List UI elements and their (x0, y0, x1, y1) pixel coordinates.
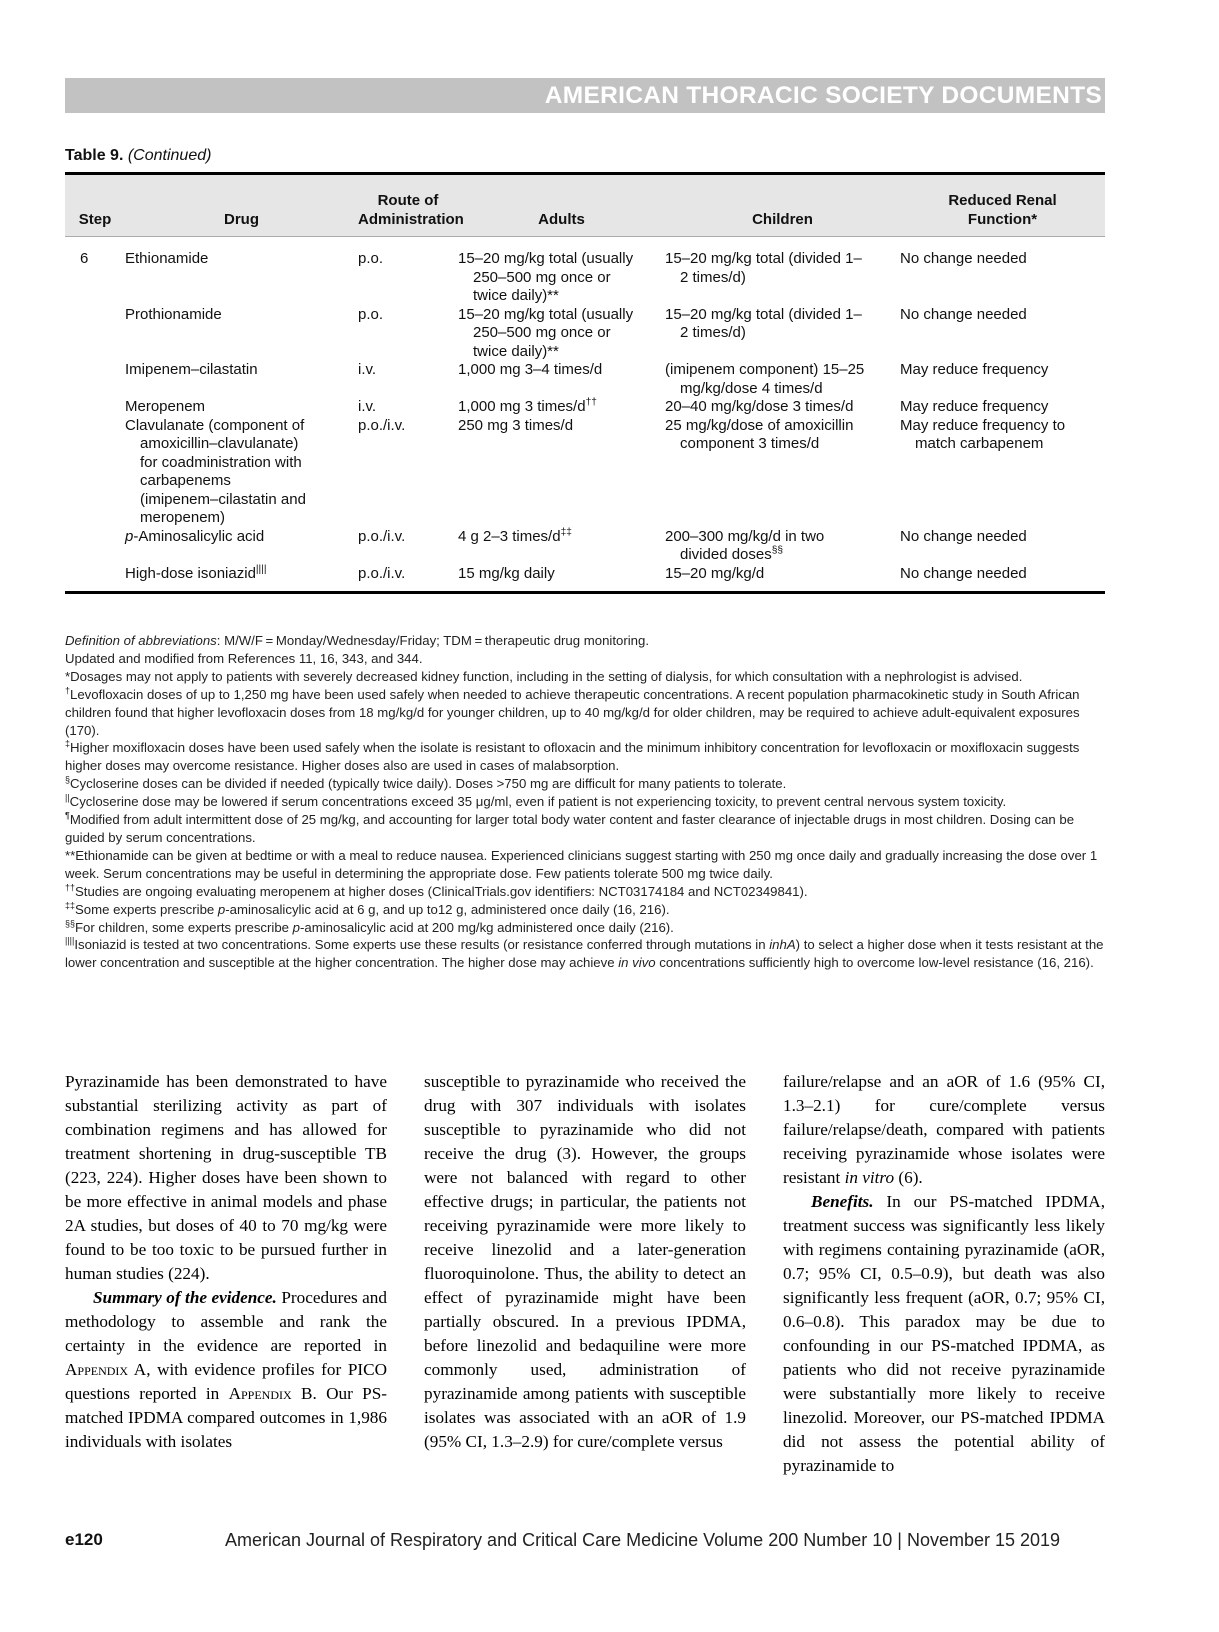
text-segment: A, with evidence profiles for PICO questions reported in (65, 1360, 387, 1403)
cell-adults (458, 417, 665, 528)
footnote-pilcrow (65, 811, 1107, 847)
text-segment: †† (585, 397, 597, 408)
text-segment: Studies are ongoing evaluating meropenem at higher doses (ClinicalTrials.gov identifiers: NCT03174184 and NCT02349841). (74, 883, 808, 899)
table-footnotes (65, 632, 1107, 972)
text-segment: B. Our PS-matched IPDMA compared outcomes in 1,986 individuals with isolates (65, 1384, 387, 1451)
text-segment: 1,000 mg 3–4 times/d (458, 361, 603, 378)
text-segment: † (65, 685, 70, 696)
column-header-children: Children (752, 210, 813, 228)
cell-drug (125, 417, 358, 528)
text-segment: 250 mg 3 times/d (458, 416, 574, 434)
text-segment: Updated and modified from References 11, 16, 343, and 344. (65, 650, 423, 666)
table-header-gap (65, 237, 1105, 250)
text-segment: †† (65, 882, 75, 893)
cell-adults (458, 361, 665, 398)
text-segment: Meropenem (125, 398, 206, 415)
text-segment: Cycloserine doses can be divided if needed (typically twice daily). Doses >750 mg are difficult for many patients to tolerate. (70, 776, 787, 792)
body-column-1 (65, 1070, 387, 1478)
body-column-2 (424, 1070, 746, 1478)
text-segment: **Ethionamide can be given at bedtime or with a meal to reduce nausea. Experienced clinicians suggest starting with 250 mg once daily and gradually increasing the dose over 1 week. Serum concentrations may be useful in determining the appropriate dose. Few patients tolerate 500 mg twice daily. (65, 847, 1098, 881)
cell-step (65, 398, 125, 417)
footnote-double-asterisk (65, 847, 1107, 883)
text-segment: Ethionamide (125, 250, 209, 267)
text-segment: 1,000 mg 3 times/d (458, 398, 586, 415)
text-segment: Cycloserine dose may be lowered if serum concentrations exceed 35 μg/ml, even if patient is not experiencing toxicity, to prevent central nervous system toxicity. (69, 794, 1007, 810)
cell-adults (458, 250, 665, 306)
footnote-dagger (65, 686, 1107, 740)
text-segment: §§ (65, 918, 75, 929)
text-segment: Prothionamide (125, 305, 222, 323)
text-segment: -Aminosalicylic acid (133, 527, 265, 545)
text-segment: concentrations sufficiently high to overcome low-level resistance (16, 216). (655, 955, 1094, 971)
table-row-imipenem-cilastatin (65, 361, 1105, 398)
text-segment: Higher moxifloxacin doses have been used safely when the isolate is resistant to ofloxacin and the minimum inhibitory concentration for levofloxacin or moxifloxacin suggests higher doses may overcome resistance. Higher doses also are used in cases of malabsorption. (65, 740, 1080, 774)
text-segment: Definition of abbreviations (65, 633, 217, 648)
cell-step (65, 565, 125, 584)
text-segment: ‡ (65, 739, 70, 750)
text-segment: Imipenem–cilastatin (125, 361, 258, 378)
cell-drug (125, 250, 358, 306)
text-segment: p (125, 527, 134, 545)
cell-drug (125, 528, 358, 565)
text-segment: High-dose isoniazid (125, 564, 256, 582)
text-segment: 15–20 mg/kg total (divided 1–2 times/d) (665, 305, 862, 341)
cell-step: 6 (80, 250, 89, 267)
text-segment: Pyrazinamide has been demonstrated to have substantial sterilizing activity as part of combination regimens and has allowed for treatment shortening in drug-susceptible TB (223, 224). Higher doses have been shown to be more effective in animal models and phase 2A studies, but doses of 40 to 70 mg/kg were found to be too toxic to be pursued further in human studies (224). (65, 1072, 387, 1283)
cell-route: p.o. (358, 305, 384, 323)
text-segment: ‡‡ (65, 900, 75, 911)
text-segment: ¶ (65, 810, 70, 821)
cell-route: p.o./i.v. (358, 564, 406, 582)
footnote-section (65, 775, 1107, 793)
cell-renal (900, 361, 1105, 398)
text-segment: (imipenem component) 15–25 mg/kg/dose 4 times/d (665, 361, 865, 397)
cell-children (665, 528, 900, 565)
paragraph-summary-evidence (65, 1286, 387, 1454)
text-segment: 15 mg/kg daily (458, 564, 555, 582)
cell-route: p.o./i.v. (358, 527, 406, 545)
text-segment: No change needed (900, 564, 1027, 582)
text-segment: Procedures and methodology to assemble and rank the certainty in the evidence are reported in (65, 1288, 387, 1355)
text-segment: Levofloxacin doses of up to 1,250 mg have been used safely when needed to achieve therapeutic concentrations. A recent population pharmacokinetic study in South African children found that higher levofloxacin doses from 18 mg/kg/d for younger children, up to 40 mg/kg/d for older children, may be required to achieve adult-equivalent exposures (170). (65, 686, 1080, 738)
column-header-route: Route of Administration (358, 192, 464, 228)
cell-route: i.v. (358, 361, 377, 378)
text-segment: Benefits. (811, 1192, 874, 1211)
text-segment: -aminosalicylic acid at 200 mg/kg administered once daily (216). (300, 919, 674, 935)
text-segment: 15–20 mg/kg/d (665, 564, 765, 582)
banner-title: AMERICAN THORACIC SOCIETY DOCUMENTS (544, 81, 1102, 109)
footnote-double-dagger2 (65, 883, 1107, 901)
text-segment: in vivo (618, 955, 656, 971)
text-segment: For children, some experts prescribe (74, 919, 293, 935)
text-segment: In our PS-matched IPDMA, treatment success was significantly less likely with regimens containing pyrazinamide (aOR, 0.7; 95% CI, 0.5–0.9), but death was also significantly less frequent (aOR, 0.7; 95% CI, 0.6–0.8). This paradox may be due to confounding in our PS-matched IPDMA, as patients who did not receive pyrazinamide were substantially more likely to receive linezolid. Moreover, our PS-matched IPDMA did not assess the potential ability of pyrazinamide to (783, 1192, 1105, 1475)
body-column-3 (783, 1070, 1105, 1478)
cell-adults (458, 306, 665, 362)
cell-children (665, 417, 900, 528)
footnote-pipes (65, 793, 1107, 811)
cell-children (665, 565, 900, 584)
cell-renal (900, 250, 1105, 306)
text-segment: Isoniazid is tested at two concentrations. Some experts use these results (or resistance conferred through mutations in (74, 937, 770, 953)
footnote-double-dagger (65, 739, 1107, 775)
footnote-abbreviations (65, 632, 1107, 650)
column-header-renal: Reduced Renal Function* (948, 192, 1057, 228)
text-segment: May reduce frequency (900, 361, 1049, 378)
text-segment: ) to select a higher dose when it tests resistant at the lower concentration and susceptible at the higher concentration. The higher dose may achieve (65, 937, 1104, 971)
cell-step (65, 306, 125, 362)
page-number: e120 (65, 1530, 103, 1549)
cell-children (665, 361, 900, 398)
table-caption (65, 147, 211, 165)
column-header-drug: Drug (224, 210, 259, 228)
text-segment: 25 mg/kg/dose of amoxicillin component 3 times/d (665, 416, 854, 452)
text-segment: 15–20 mg/kg total (usually 250–500 mg once or twice daily)** (458, 305, 634, 360)
text-segment: *Dosages may not apply to patients with severely decreased kidney function, including in the setting of dialysis, for which consultation with a nephrologist is advised. (65, 668, 1023, 684)
text-segment: || (65, 792, 70, 803)
cell-step (65, 528, 125, 565)
cell-drug (125, 306, 358, 362)
text-segment: Clavulanate (component of amoxicillin–clavulanate) for coadministration with carbapenems (imipenem–cilastatin and meropenem) (125, 416, 306, 526)
text-segment: -aminosalicylic acid at 6 g, and up to12 g, administered once daily (16, 216). (225, 901, 670, 917)
cell-renal (900, 306, 1105, 362)
paragraph-failure-relapse (783, 1070, 1105, 1190)
text-segment: § (65, 774, 70, 785)
text-segment: susceptible to pyrazinamide who received the drug with 307 individuals with isolates susceptible to pyrazinamide who did not receive the drug (3). However, the groups were not balanced with regard to other effective drugs; in particular, the patients not receiving pyrazinamide were more likely to receive linezolid and a later-generation fluoroquinolone. Thus, the ability to detect an effect of pyrazinamide might have been partially obscured. In a previous IPDMA, before linezolid and bedaquiline were more commonly used, administration of pyrazinamide among patients with susceptible isolates was associated with an aOR of 1.9 (95% CI, 1.3–2.9) for cure/complete versus (424, 1072, 746, 1451)
cell-renal (900, 565, 1105, 584)
text-segment: failure/relapse and an aOR of 1.6 (95% CI, 1.3–2.1) for cure/complete versus failure/relapse/death, compared with patients receiving pyrazinamide whose isolates were resistant (783, 1072, 1105, 1187)
text-segment: May reduce frequency to match carbapenem (900, 416, 1066, 452)
text-segment: Summary of the evidence. (93, 1288, 277, 1307)
table-row-meropenem (65, 398, 1105, 417)
footnote-double-section (65, 919, 1107, 937)
cell-renal (900, 528, 1105, 565)
text-segment: No change needed (900, 250, 1027, 267)
cell-drug (125, 398, 358, 417)
cell-route: i.v. (358, 398, 377, 415)
table-caption-label: Table 9. (65, 147, 124, 164)
cell-adults (458, 398, 665, 417)
cell-renal (900, 398, 1105, 417)
cell-adults (458, 565, 665, 584)
text-segment: p (292, 919, 301, 935)
text-segment: 4 g 2–3 times/d (458, 527, 561, 545)
cell-children (665, 398, 900, 417)
cell-children (665, 306, 900, 362)
cell-drug (125, 361, 358, 398)
cell-children (665, 250, 900, 306)
table-row-ethionamide (65, 250, 1105, 306)
table-header-row (65, 175, 1105, 237)
article-body (65, 1070, 1105, 1478)
cell-route: p.o./i.v. (358, 416, 406, 434)
society-banner (65, 78, 1105, 113)
text-segment: (6). (894, 1168, 923, 1187)
column-header-step: Step (78, 210, 112, 228)
text-segment: 20–40 mg/kg/dose 3 times/d (665, 398, 854, 415)
text-segment: Some experts prescribe (74, 901, 218, 917)
text-segment: May reduce frequency (900, 398, 1049, 415)
dosing-table (65, 172, 1105, 594)
text-segment: Appendix (65, 1360, 129, 1379)
cell-renal (900, 417, 1105, 528)
footnote-references (65, 650, 1107, 668)
table-row-p-aminosalicylic-acid (65, 528, 1105, 565)
text-segment: 15–20 mg/kg total (usually 250–500 mg once or twice daily)** (458, 250, 634, 304)
text-segment: No change needed (900, 527, 1027, 545)
footnote-asterisk (65, 668, 1107, 686)
cell-adults (458, 528, 665, 565)
table-caption-continued: (Continued) (127, 147, 212, 164)
column-header-adults: Adults (538, 210, 585, 228)
text-segment: ‡‡ (560, 526, 572, 538)
text-segment: : M/W/F = Monday/Wednesday/Friday; TDM = therapeutic drug monitoring. (216, 633, 650, 648)
table-row-high-dose-isoniazid (65, 565, 1105, 584)
text-segment: No change needed (900, 305, 1027, 323)
cell-step (65, 361, 125, 398)
cell-drug (125, 565, 358, 584)
cell-route: p.o. (358, 250, 384, 267)
text-segment: |||| (65, 936, 75, 947)
paragraph-susceptible (424, 1070, 746, 1454)
paragraph-pyrazinamide (65, 1070, 387, 1286)
table-row-clavulanate (65, 417, 1105, 528)
text-segment: §§ (771, 545, 784, 556)
cell-step (65, 417, 125, 528)
paragraph-benefits (783, 1190, 1105, 1478)
text-segment: in vitro (844, 1168, 895, 1187)
footnote-double-ddagger2 (65, 901, 1107, 919)
text-segment: Appendix (228, 1384, 292, 1403)
journal-citation: American Journal of Respiratory and Critical Care Medicine Volume 200 Number 10 | November 15 2019 (224, 1530, 1061, 1550)
footnote-quad-pipes (65, 936, 1107, 972)
text-segment: 200–300 mg/kg/d in two divided doses (665, 527, 825, 563)
text-segment: 15–20 mg/kg total (divided 1–2 times/d) (665, 250, 862, 286)
text-segment: p (217, 901, 226, 917)
text-segment: |||| (255, 563, 267, 575)
text-segment: inhA (769, 937, 796, 953)
text-segment: Modified from adult intermittent dose of 25 mg/kg, and accounting for larger total body water content and faster clearance of injectable drugs in most children. Dosing can be guided by serum concentrations. (65, 812, 1075, 845)
table-row-prothionamide (65, 306, 1105, 362)
